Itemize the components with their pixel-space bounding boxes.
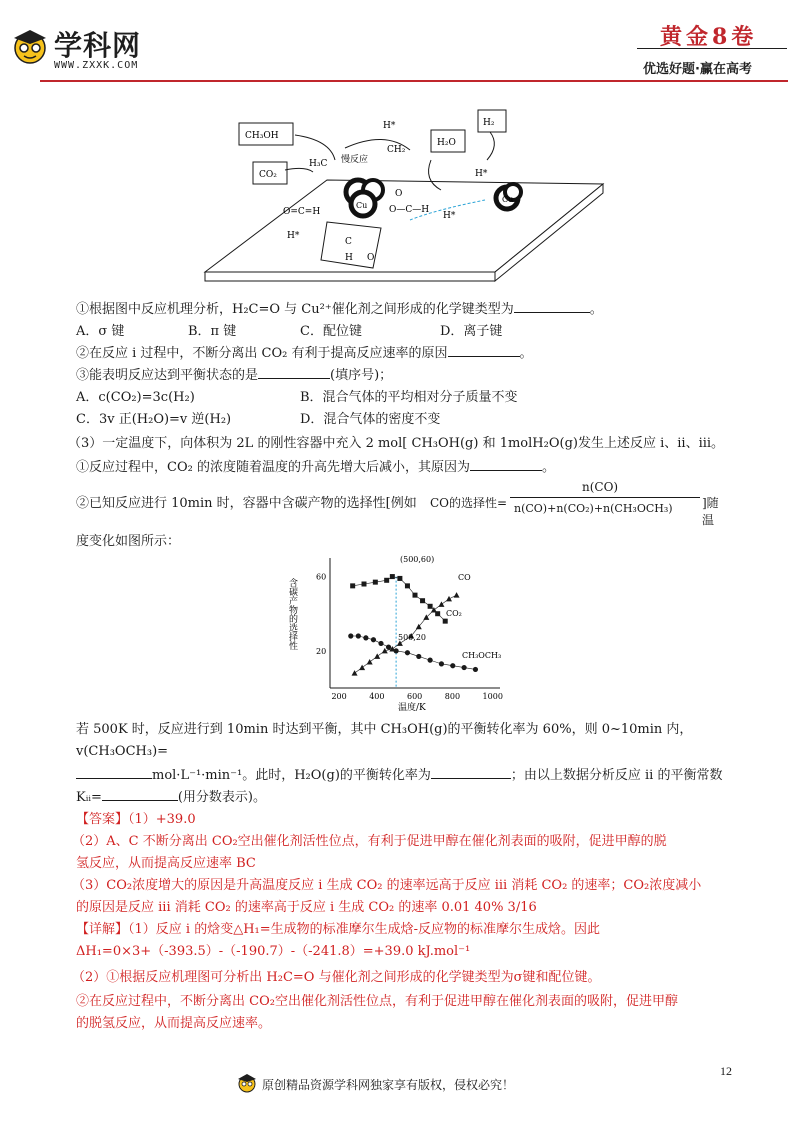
co2-point <box>374 653 380 659</box>
legend-ch3och3: CH₃OCH₃ <box>462 651 502 660</box>
co-point <box>350 583 355 588</box>
x-tick-label: 800 <box>444 692 461 701</box>
option-d2: D．混合气体的密度不变 <box>300 412 441 427</box>
series-line-0 <box>353 577 446 622</box>
label-co2: CO₂ <box>259 170 277 180</box>
q-options-1 <box>76 324 503 340</box>
answer-blank-5[interactable] <box>76 778 152 779</box>
answer-3: （3）CO₂浓度增大的原因是升高温度反应 i 生成 CO₂ 的速率远高于反应 iii 消耗 CO₂ 的速率；CO₂浓度减小 <box>72 878 702 893</box>
x-tick-label: 400 <box>369 692 385 701</box>
ch3och3-point <box>394 648 399 653</box>
selectivity-formula: CO的选择性= n(CO) n(CO)+n(CO₂)+n(CH₃OCH₃) ]随温 <box>430 480 719 527</box>
x-tick-label: 1000 <box>482 692 503 701</box>
label-h2o: H₂O <box>437 138 456 148</box>
annotation-500-60: (500,60) <box>400 555 435 564</box>
co2-point <box>454 592 460 598</box>
ch3och3-point <box>363 635 368 640</box>
q-part-3: （3）一定温度下，向体积为 2L 的刚性容器中充入 2 mol[ CH₃OH(g) 和 1molH₂O(g)发生上述反应 i、ii、iii。 <box>68 436 725 451</box>
co2-point <box>352 670 358 676</box>
ch3och3-point <box>356 633 361 638</box>
label-o-2: O <box>367 253 375 263</box>
co-point <box>362 582 367 587</box>
co-point <box>384 578 389 583</box>
brand-title: 黄金8卷 <box>660 24 758 50</box>
answer-1: 【答案】（1）+39.0 <box>76 812 196 827</box>
co2-point <box>446 596 452 602</box>
ch3och3-point <box>450 663 455 668</box>
ch3och3-point <box>386 645 391 650</box>
logo-text: 学科网 <box>54 29 142 62</box>
label-h-left: H <box>345 253 353 263</box>
answer-blank-1[interactable] <box>514 312 590 313</box>
answer-2b: 氢反应，从而提高反应速率 BC <box>76 856 256 871</box>
answer-blank-3[interactable] <box>258 378 330 379</box>
detail-3: （2）①根据反应机理图可分析出 H₂C=O 与催化剂之间形成的化学键类型为σ键和配位键。 <box>72 970 601 985</box>
label-h2: H₂ <box>483 118 495 128</box>
x-axis-label: 温度/K <box>398 703 426 713</box>
page-number: 12 <box>720 1064 732 1078</box>
ch3och3-point <box>462 665 467 670</box>
logo-icon <box>10 26 50 66</box>
co2-point <box>438 601 444 607</box>
label-h3c: H₃C <box>309 159 328 169</box>
detail-2: ΔH₁=0×3+（-393.5）-（-190.7）-（-241.8）=+39.0 kJ.mol⁻¹ <box>76 944 471 959</box>
label-o: O <box>395 189 403 199</box>
co-point <box>405 583 410 588</box>
q-line-5: ②已知反应进行 10min 时，容器中含碳产物的选择性[例如 <box>76 496 417 511</box>
answer-3b: 的原因是反应 iii 消耗 CO₂ 的速率高于反应 i 生成 CO₂ 的速率 0.01 40% 3/16 <box>76 900 537 915</box>
mechanism-diagram <box>195 100 615 300</box>
co-point <box>443 619 448 624</box>
q-line-7: 若 500K 时，反应进行到 10min 时达到平衡，其中 CH₃OH(g)的平衡转化率为 60%，则 0~10min 内， <box>76 722 693 737</box>
co-point <box>420 598 425 603</box>
ch3och3-point <box>428 658 433 663</box>
y-tick-label: 60 <box>316 572 327 582</box>
answer-blank-7[interactable] <box>102 800 178 801</box>
option-c2: C．3v 正(H₂O)=v 逆(H₂) <box>76 412 232 427</box>
label-c: C <box>345 237 352 247</box>
q-options-2a <box>76 390 518 406</box>
x-tick-label: 600 <box>407 692 423 701</box>
detail-1: 【详解】（1）反应 i 的焓变△H₁=生成物的标准摩尔生成焓-反应物的标准摩尔生成焓。因此 <box>76 922 601 937</box>
label-cu-left: Cu <box>356 201 368 210</box>
footer-copyright: 原创精品资源学科网独家享有版权，侵权必究！ <box>262 1078 515 1092</box>
option-a: A．σ 键 <box>76 324 125 339</box>
co-point <box>413 593 418 598</box>
label-hstar-top: H* <box>383 121 396 131</box>
selectivity-chart <box>280 548 520 718</box>
label-slow: 慢反应 <box>341 155 369 165</box>
label-ch2: CH₂ <box>387 145 406 155</box>
label-hstar-left: H* <box>287 231 300 241</box>
q-options-2b <box>76 412 441 428</box>
footer-logo-icon <box>236 1072 258 1094</box>
ch3och3-point <box>439 661 444 666</box>
q-line-8: v(CH₃OCH₃)= <box>76 744 169 759</box>
label-cu-right: Cu <box>502 195 514 204</box>
q-line-9: mol·L⁻¹·min⁻¹。此时，H₂O(g)的平衡转化率为 ；由以上数据分析反应 ii 的平衡常数 <box>76 768 722 784</box>
cu-catalyst-right <box>496 184 521 209</box>
q-line-1: ①根据图中反应机理分析，H₂C=O 与 Cu²⁺催化剂之间形成的化学键类型为 。 <box>76 302 603 317</box>
co-point <box>428 604 433 609</box>
ch3och3-point <box>416 654 421 659</box>
q-line-4: ①反应过程中，CO₂ 的浓度随着温度的升高先增大后减小，其原因为 。 <box>76 460 555 475</box>
answer-2: （2）A、C 不断分离出 CO₂空出催化剂活性位点，有利于促进甲醇在催化剂表面的吸附，促进甲醇的脱 <box>72 834 667 849</box>
answer-blank-6[interactable] <box>431 778 511 779</box>
co-point <box>397 576 402 581</box>
co-point <box>390 574 395 579</box>
ch3och3-point <box>371 637 376 642</box>
label-hstar-mid: H* <box>443 211 456 221</box>
detail-4: ②在反应过程中，不断分离出 CO₂空出催化剂活性位点，有利于促进甲醇在催化剂表面的吸附，促进甲醇 <box>76 994 678 1009</box>
chart-svg <box>280 548 520 718</box>
option-c: C．配位键 <box>300 324 362 339</box>
detail-5: 的脱氢反应，从而提高反应速率。 <box>76 1016 272 1031</box>
ch3och3-point <box>473 667 478 672</box>
option-a2: A．c(CO₂)=3c(H₂) <box>76 390 195 405</box>
formula-denominator: n(CO)+n(CO₂)+n(CH₃OCH₃) <box>514 502 673 515</box>
co2-point <box>367 659 373 665</box>
option-b: B．π 键 <box>188 324 237 339</box>
logo-url: WWW.ZXXK.COM <box>54 60 139 71</box>
option-d: D．离子键 <box>440 324 503 339</box>
co-point <box>373 580 378 585</box>
label-hstar-right: H* <box>475 169 488 179</box>
header-rule <box>40 80 788 82</box>
q-line-10: Kᵢᵢ= (用分数表示)。 <box>76 790 266 805</box>
ch3och3-point <box>348 633 353 638</box>
formula-numerator: n(CO) <box>582 480 619 494</box>
annotation-500-20: 500,20 <box>398 633 426 642</box>
slogan: 优选好题·赢在高考 <box>643 62 752 77</box>
q-line-2: ②在反应 i 过程中，不断分离出 CO₂ 有利于提高反应速率的原因 。 <box>76 346 533 361</box>
y-axis-label: 含碳产物的选择性 <box>287 578 297 650</box>
label-ch3oh: CH₃OH <box>245 131 279 141</box>
ch3och3-point <box>378 641 383 646</box>
q-line-3: ③能表明反应达到平衡状态的是 (填序号)； <box>76 368 393 383</box>
answer-blank-2[interactable] <box>448 356 520 357</box>
legend-co: CO <box>458 573 471 582</box>
option-b2: B．混合气体的平均相对分子质量不变 <box>300 390 518 405</box>
label-oceqh: O=C=H <box>283 207 321 217</box>
q-line-6: 度变化如图所示： <box>76 534 181 549</box>
ch3och3-point <box>405 650 410 655</box>
co2-point <box>359 665 365 671</box>
legend-co2: CO₂ <box>446 609 462 618</box>
answer-blank-4[interactable] <box>470 470 542 471</box>
label-och: O—C—H <box>389 205 430 215</box>
x-tick-label: 200 <box>331 692 347 701</box>
y-tick-label: 20 <box>316 646 327 656</box>
